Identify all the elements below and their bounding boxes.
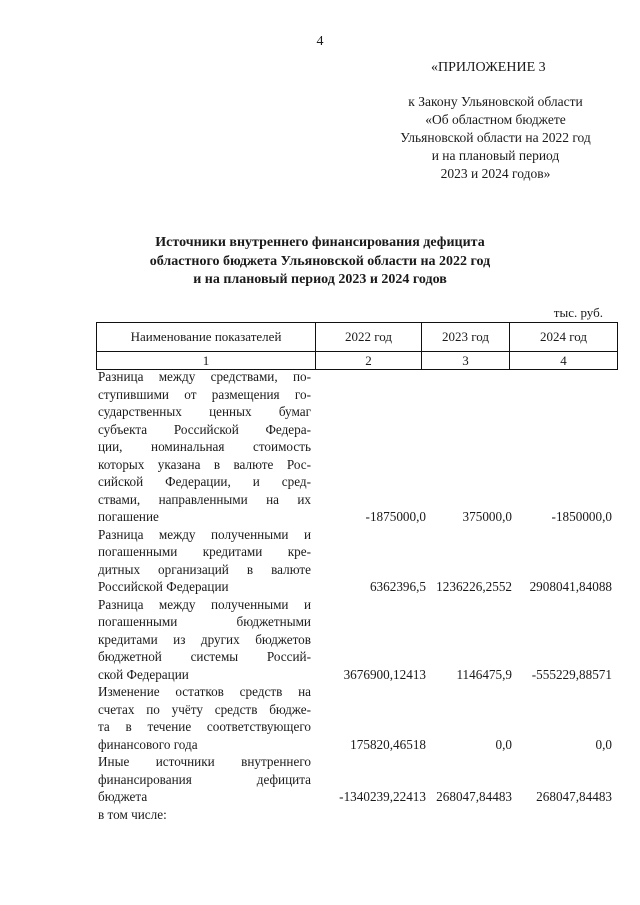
header-row xyxy=(97,323,618,352)
label-line: кредитами из других бюджетов xyxy=(98,631,311,647)
label-line: субъекта Российской Федера- xyxy=(98,421,311,437)
value-2022: 3676900,12413 xyxy=(343,666,426,682)
value-2023: 375000,0 xyxy=(462,509,512,524)
column-header-name: Наименование показателей xyxy=(97,323,316,352)
label-line: Разница между полученными и xyxy=(98,596,311,612)
label-line: Иные источники внутреннего xyxy=(98,754,311,769)
table-header xyxy=(96,322,618,370)
label-line: ской Федерации xyxy=(98,666,189,682)
row-label xyxy=(98,526,311,596)
column-header-2023: 2023 год xyxy=(422,323,510,352)
label-line: ствами, направленными на их xyxy=(98,491,311,507)
law-line: к Закону Ульяновской области xyxy=(408,94,583,109)
label-line: ступившими от размещения го- xyxy=(98,386,311,402)
value-2022: -1875000,0 xyxy=(365,509,426,524)
label-line: та в течение соответствующего xyxy=(98,719,311,734)
row-label xyxy=(98,753,311,806)
label-line: Разница между полученными и xyxy=(98,526,311,542)
value-2024: -555229,88571 xyxy=(531,666,612,682)
table-row xyxy=(98,368,617,526)
value-2023: 1146475,9 xyxy=(456,666,512,682)
row-label xyxy=(98,683,311,753)
label-line: которых указана в валюте Рос- xyxy=(98,456,311,472)
value-2022: 6362396,5 xyxy=(369,579,426,594)
row-label xyxy=(98,368,311,526)
value-2024: 2908041,84088 xyxy=(529,579,612,594)
title-line: областного бюджета Ульяновской области на 2022 год xyxy=(149,253,491,269)
label-line: финансирования дефицита xyxy=(98,771,311,787)
label-line: счетах по учёту средств бюдже- xyxy=(98,701,311,717)
law-line: и на плановый период xyxy=(431,148,560,163)
table-row xyxy=(98,526,617,596)
label-line: Изменение остатков средств на xyxy=(98,684,311,699)
column-number: 1 xyxy=(97,352,316,370)
label-line: финансового года xyxy=(98,736,198,752)
title-line: Источники внутреннего финансирования дефицита xyxy=(155,235,485,250)
value-2024: 0,0 xyxy=(595,736,612,752)
law-reference xyxy=(378,93,613,183)
table-row xyxy=(98,596,617,684)
label-line: бюджетной системы Россий- xyxy=(98,649,311,664)
label-line: Разница между средствами, по- xyxy=(98,369,311,384)
law-line: Ульяновской области на 2022 год xyxy=(400,130,591,145)
value-2023: 0,0 xyxy=(495,736,512,752)
label-line: погашенными бюджетными xyxy=(98,614,311,629)
column-number: 4 xyxy=(510,352,618,370)
label-line: бюджета xyxy=(98,789,148,804)
label-line: Российской Федерации xyxy=(98,579,229,594)
label-line: сийской Федерации, и сред- xyxy=(98,474,311,489)
title-line: и на плановый период 2023 и 2024 годов xyxy=(193,272,447,287)
value-2024: -1850000,0 xyxy=(551,509,612,524)
value-2023: 1236226,2552 xyxy=(436,579,512,594)
page-number: 4 xyxy=(316,34,324,49)
table-row xyxy=(98,753,617,806)
value-2024: 268047,84483 xyxy=(536,789,612,804)
label-line: сударственных ценных бумаг xyxy=(98,404,311,419)
units-label: тыс. руб. xyxy=(553,305,603,320)
column-header-2022: 2022 год xyxy=(316,323,422,352)
label-line: дитных организаций в валюте xyxy=(98,561,311,577)
value-2023: 268047,84483 xyxy=(436,789,512,804)
value-2022: 175820,46518 xyxy=(350,736,426,752)
label-line: погашение xyxy=(98,509,159,524)
row-label xyxy=(98,596,311,684)
appendix-title: «ПРИЛОЖЕНИЕ 3 xyxy=(431,60,546,75)
column-number: 3 xyxy=(422,352,510,370)
label-line: ции, номинальная стоимость xyxy=(98,439,311,454)
column-number: 2 xyxy=(316,352,422,370)
column-header-2024: 2024 год xyxy=(510,323,618,352)
column-number-row xyxy=(97,352,618,370)
including-label: в том числе: xyxy=(98,806,167,822)
table-row xyxy=(98,683,617,753)
value-2022: -1340239,22413 xyxy=(339,789,426,804)
table-body xyxy=(98,368,617,823)
law-line: «Об областном бюджете xyxy=(425,112,566,127)
document-title xyxy=(110,234,530,290)
law-line: 2023 и 2024 годов» xyxy=(440,166,551,181)
label-line: погашенными кредитами кре- xyxy=(98,544,311,559)
